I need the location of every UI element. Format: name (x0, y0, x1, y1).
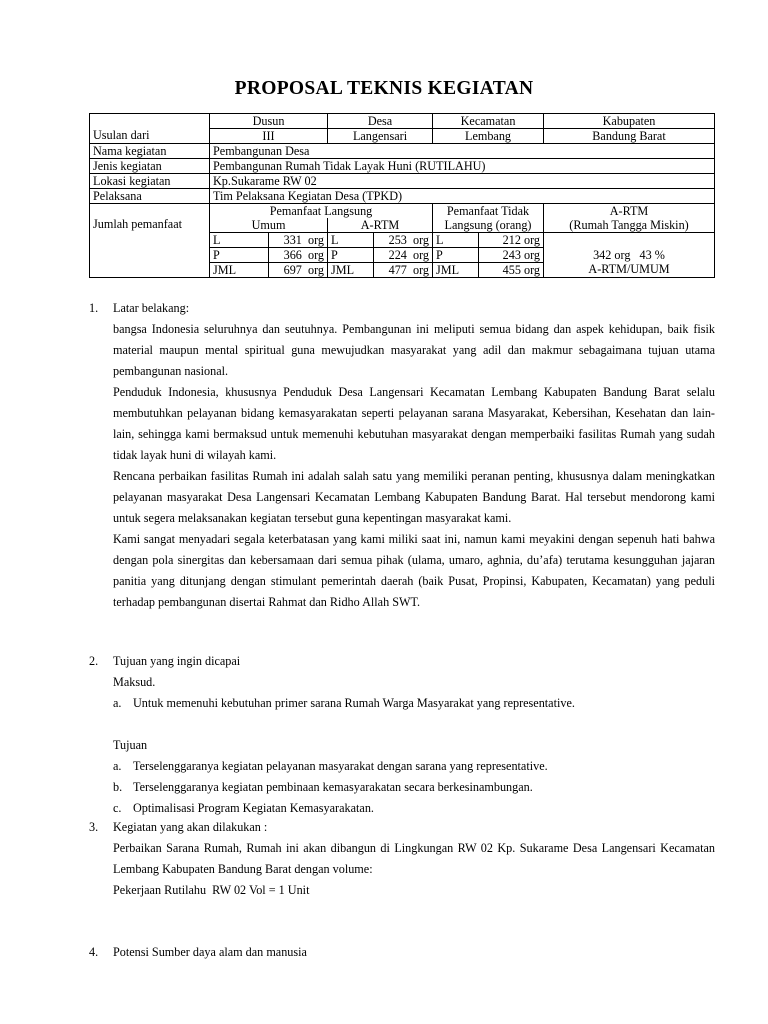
table-row (90, 189, 715, 204)
value-kabupaten: Bandung Barat (544, 129, 715, 144)
artm-header: A-RTM (Rumah Tangga Miskin) (544, 204, 715, 233)
table-row (90, 204, 715, 219)
section-number: 4. (89, 945, 99, 959)
section-potensi (89, 942, 715, 963)
cell: 243 org (479, 248, 544, 263)
cell: JML (210, 263, 269, 278)
row-label: Jenis kegiatan (90, 159, 210, 174)
pemanfaat-langsung: Pemanfaat Langsung (210, 204, 433, 219)
usulan-label: Usulan dari (90, 129, 210, 144)
value-kecamatan: Lembang (433, 129, 544, 144)
artm-subheader: A-RTM (328, 218, 433, 233)
cell: 477 org (374, 263, 433, 278)
pemanfaat-label: Jumlah pemanfaat (90, 204, 210, 233)
list-item: a. Untuk memenuhi kebutuhan primer sarana Rumah Warga Masyarakat yang representative. (113, 696, 575, 710)
pemanfaat-tidak-langsung: Pemanfaat Tidak Langsung (orang) (433, 204, 544, 233)
paragraph: Pekerjaan Rutilahu RW 02 Vol = 1 Unit (113, 883, 310, 897)
cell: P (433, 248, 479, 263)
paragraph: Perbaikan Sarana Rumah, Rumah ini akan dibangun di Lingkungan RW 02 Kp. Sukarame Desa Langensari Kecamatan Lembang Kabupaten Bandung Barat dengan volume: (113, 841, 715, 876)
list-item: b. Terselenggaranya kegiatan pembinaan kemasyarakatan secara berkesinambungan. (113, 780, 533, 794)
header-kabupaten: Kabupaten (544, 114, 715, 129)
document-title: PROPOSAL TEKNIS KEGIATAN (234, 78, 534, 99)
table-row (90, 129, 715, 144)
value-desa: Langensari (328, 129, 433, 144)
row-value: Pembangunan Rumah Tidak Layak Huni (RUTILAHU) (210, 159, 715, 174)
row-label: Nama kegiatan (90, 144, 210, 159)
cell: 455 org (479, 263, 544, 278)
umum-header: Umum (210, 218, 328, 233)
list-item: c. Optimalisasi Program Kegiatan Kemasyarakatan. (113, 801, 374, 815)
section-number: 2. (89, 654, 99, 668)
section-heading: Potensi Sumber daya alam dan manusia (113, 945, 307, 959)
row-value: Pembangunan Desa (210, 144, 715, 159)
artm-summary: 342 org 43 % A-RTM/UMUM (544, 233, 715, 278)
cell: 224 org (374, 248, 433, 263)
table-row (90, 233, 715, 248)
cell: P (210, 248, 269, 263)
table-row (90, 159, 715, 174)
paragraph: Rencana perbaikan fasilitas Rumah ini adalah salah satu yang memiliki peranan penting, khususnya dalam meningkatkan pelayanan masyarakat Desa Langensari Kecamatan Lembang Kabupaten Bandung Barat. Hal tersebut mendorong kami untuk segera melaksanakan kegiatan tersebut guna kepentingan masyarakat kami. (113, 469, 715, 525)
tujuan-label: Tujuan (113, 738, 148, 752)
table-row (90, 174, 715, 189)
cell: 212 org (479, 233, 544, 248)
section-kegiatan (89, 817, 715, 901)
paragraph: Penduduk Indonesia, khususnya Penduduk Desa Langensari Kecamatan Lembang Kabupaten Bandung Barat selalu membutuhkan pelayanan bidang kemasyarakatan seperti pelayanan sarana Masyarakat, Kebersihan, Kesehatan dan lain-lain, sehingga kami bermaksud untuk memenuhi kebutuhan masyarakat dengan memperbaiki fasilitas Rumah yang sudah tidak layak huni di wilayah kami. (113, 385, 715, 462)
section-heading: Kegiatan yang akan dilakukan : (113, 820, 268, 834)
cell: L (328, 233, 374, 248)
cell: L (433, 233, 479, 248)
section-heading: Latar belakang: (113, 301, 190, 315)
list-item: a. Terselenggaranya kegiatan pelayanan masyarakat dengan sarana yang representative. (113, 759, 548, 773)
cell: P (328, 248, 374, 263)
cell: JML (328, 263, 374, 278)
section-latar-belakang (89, 298, 715, 613)
cell: L (210, 233, 269, 248)
table-row (90, 114, 715, 129)
cell: JML (433, 263, 479, 278)
info-table (89, 113, 715, 278)
row-value: Kp.Sukarame RW 02 (210, 174, 715, 189)
cell: 697 org (269, 263, 328, 278)
header-desa: Desa (328, 114, 433, 129)
header-dusun: Dusun (210, 114, 328, 129)
paragraph: Kami sangat menyadari segala keterbatasan yang kami miliki saat ini, namun kami meyakini dengan sepenuh hati bahwa dengan pola sinergitas dan kebersamaan dari semua pihak (ulama, umaro, aghnia, du’afa) terutama kesungguhan jajaran panitia yang ditunjang dengan stimulant pemerintah daerah (baik Pusat, Propinsi, Kabupaten, Kecamatan) yang peduli terhadap pembangunan disertai Rahmat dan Ridho Allah SWT. (113, 532, 715, 609)
cell: 253 org (374, 233, 433, 248)
paragraph: bangsa Indonesia seluruhnya dan seutuhnya. Pembangunan ini meliputi semua bidang dan aspek kehidupan, baik fisik material maupun mental spiritual guna mewujudkan masyarakat yang adil dan makmur sebagaimana tujuan utama pembangunan nasional. (113, 322, 715, 378)
section-tujuan (89, 651, 715, 819)
row-value: Tim Pelaksana Kegiatan Desa (TPKD) (210, 189, 715, 204)
section-number: 1. (89, 301, 99, 315)
cell: 366 org (269, 248, 328, 263)
maksud-label: Maksud. (113, 675, 156, 689)
header-kecamatan: Kecamatan (433, 114, 544, 129)
value-dusun: III (210, 129, 328, 144)
row-label: Pelaksana (90, 189, 210, 204)
section-number: 3. (89, 820, 99, 834)
section-heading: Tujuan yang ingin dicapai (113, 654, 241, 668)
table-row (90, 144, 715, 159)
cell: 331 org (269, 233, 328, 248)
row-label: Lokasi kegiatan (90, 174, 210, 189)
